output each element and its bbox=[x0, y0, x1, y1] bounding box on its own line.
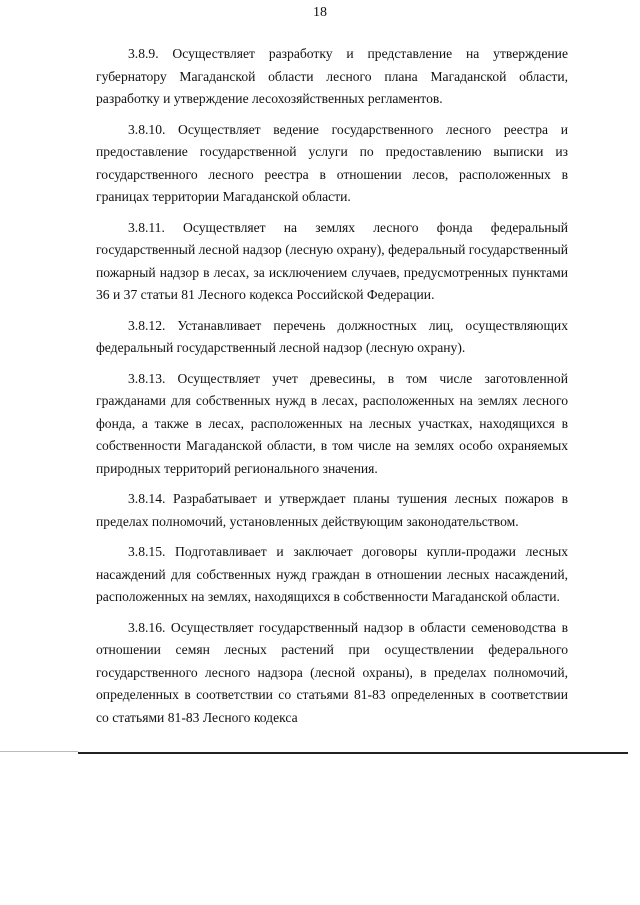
scan-edge-faint-line bbox=[0, 751, 78, 752]
paragraph-3-8-14: 3.8.14. Разрабатывает и утверждает планы тушения лесных пожаров в пределах полномочий, установленных действующим законодательством. bbox=[96, 491, 568, 529]
paragraph-3-8-10: 3.8.10. Осуществляет ведение государственного лесного реестра и предоставление государственной услуги по предоставлению выписки из государственного лесного реестра в отношении лесов, расположенных в границах территории Магаданской области. bbox=[96, 121, 568, 204]
document-body bbox=[96, 43, 568, 729]
scan-edge-line bbox=[78, 752, 628, 754]
paragraph-3-8-13: 3.8.13. Осуществляет учет древесины, в том числе заготовленной гражданами для собственных нужд в лесах, расположенных на землях лесного фонда, а также в лесах, расположенных на лесных участках, находящихся в собственности Магаданской области, в том числе на землях особо охраняемых природных территорий регионального значения. bbox=[96, 370, 568, 476]
paragraph-3-8-11: 3.8.11. Осуществляет на землях лесного фонда федеральный государственный лесной надзор (лесную охрану), федеральный государственный пожарный надзор в лесах, за исключением случаев, предусмотренных пунктами 36 и 37 статьи 81 Лесного кодекса Российской Федерации. bbox=[96, 219, 568, 302]
paragraph-3-8-9: 3.8.9. Осуществляет разработку и представление на утверждение губернатору Магаданской области лесного плана Магаданской области, разработку и утверждение лесохозяйственных регламентов. bbox=[96, 46, 568, 106]
paragraph-3-8-16: 3.8.16. Осуществляет государственный надзор в области семеноводства в отношении семян лесных растений при осуществлении федерального государственного лесного надзора (лесной охраны), в пределах полномочий, определенных в соответствии со статьями 81-83 определенных в соответствии со статьями 81-83 Лесного кодекса bbox=[96, 619, 568, 725]
paragraph-3-8-15: 3.8.15. Подготавливает и заключает договоры купли-продажи лесных насаждений для собственных нужд граждан в отношении лесных насаждений, расположенных на землях, находящихся в собственности Магаданской области. bbox=[96, 544, 568, 604]
paragraph-3-8-12: 3.8.12. Устанавливает перечень должностных лиц, осуществляющих федеральный государственный лесной надзор (лесную охрану). bbox=[96, 317, 568, 355]
page-number: 18 bbox=[313, 5, 327, 20]
